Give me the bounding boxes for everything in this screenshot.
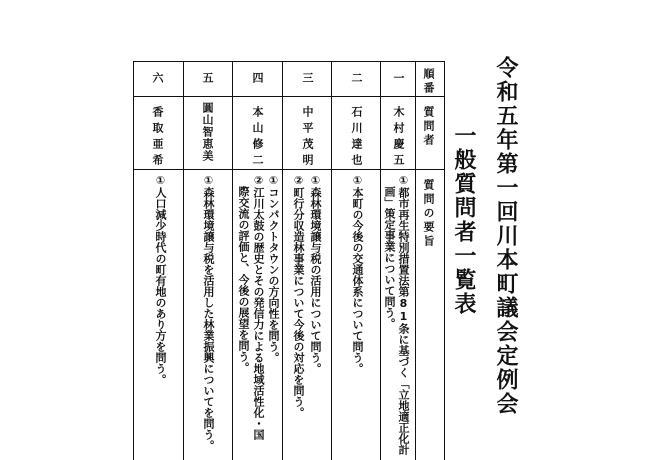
row-questioner-name: 石川達也 xyxy=(350,106,363,170)
row-order: 一 xyxy=(392,72,405,83)
header-summary: 質問の要旨 xyxy=(422,179,435,249)
page-title: 令和五年第一回川本町議会定例会 xyxy=(493,56,518,416)
row-question: ②町行分収造林事業について今後の対応を問う。 xyxy=(292,174,305,418)
row-question: ①人口減少時代の町有地のあり方を問う。 xyxy=(154,174,167,385)
row-order: 五 xyxy=(201,72,214,83)
column-divider xyxy=(183,62,184,460)
row-order: 六 xyxy=(151,72,164,83)
row-question: ①コンパクトタウンの方向性を問う。 xyxy=(267,174,280,363)
row-questioner-name: 本山修二 xyxy=(251,106,264,170)
questioner-table xyxy=(133,61,445,460)
row-question: 際交流の評価と、今後の展望を問う。 xyxy=(237,186,250,373)
header-questioner: 質問者 xyxy=(422,106,435,148)
row-question: ①本町の今後の交通体系について問う。 xyxy=(351,174,364,374)
column-divider xyxy=(415,62,416,460)
row-questioner-name: 中平茂明 xyxy=(301,106,314,170)
row-question: ①森林環境譲与税を活用した林業振興についてを問う。 xyxy=(202,174,215,451)
column-divider xyxy=(232,62,233,460)
row-question: 画」策定事業について問う。 xyxy=(383,186,396,329)
row-divider xyxy=(134,96,444,97)
row-questioner-name: 圓山智恵美 xyxy=(201,102,214,162)
row-questioner-name: 香取亜希 xyxy=(151,106,164,170)
header-order: 順番 xyxy=(422,68,435,96)
column-divider xyxy=(282,62,283,460)
row-order: 四 xyxy=(251,72,264,83)
row-order: 三 xyxy=(301,72,314,83)
column-divider xyxy=(380,62,381,460)
row-question: ①森林環境譲与税の活用について問う。 xyxy=(309,174,322,374)
row-question: ②江川太鼓の歴史とその発信力による地域活性化・国 xyxy=(252,174,265,440)
row-order: 二 xyxy=(350,72,363,83)
column-divider xyxy=(331,62,332,460)
row-question: ①都市再生特別措置法第81条に基づく「立地適正化計 xyxy=(397,174,410,455)
page-subtitle: 一般質問者一覧表 xyxy=(451,124,476,316)
row-questioner-name: 木村慶五 xyxy=(392,106,405,170)
